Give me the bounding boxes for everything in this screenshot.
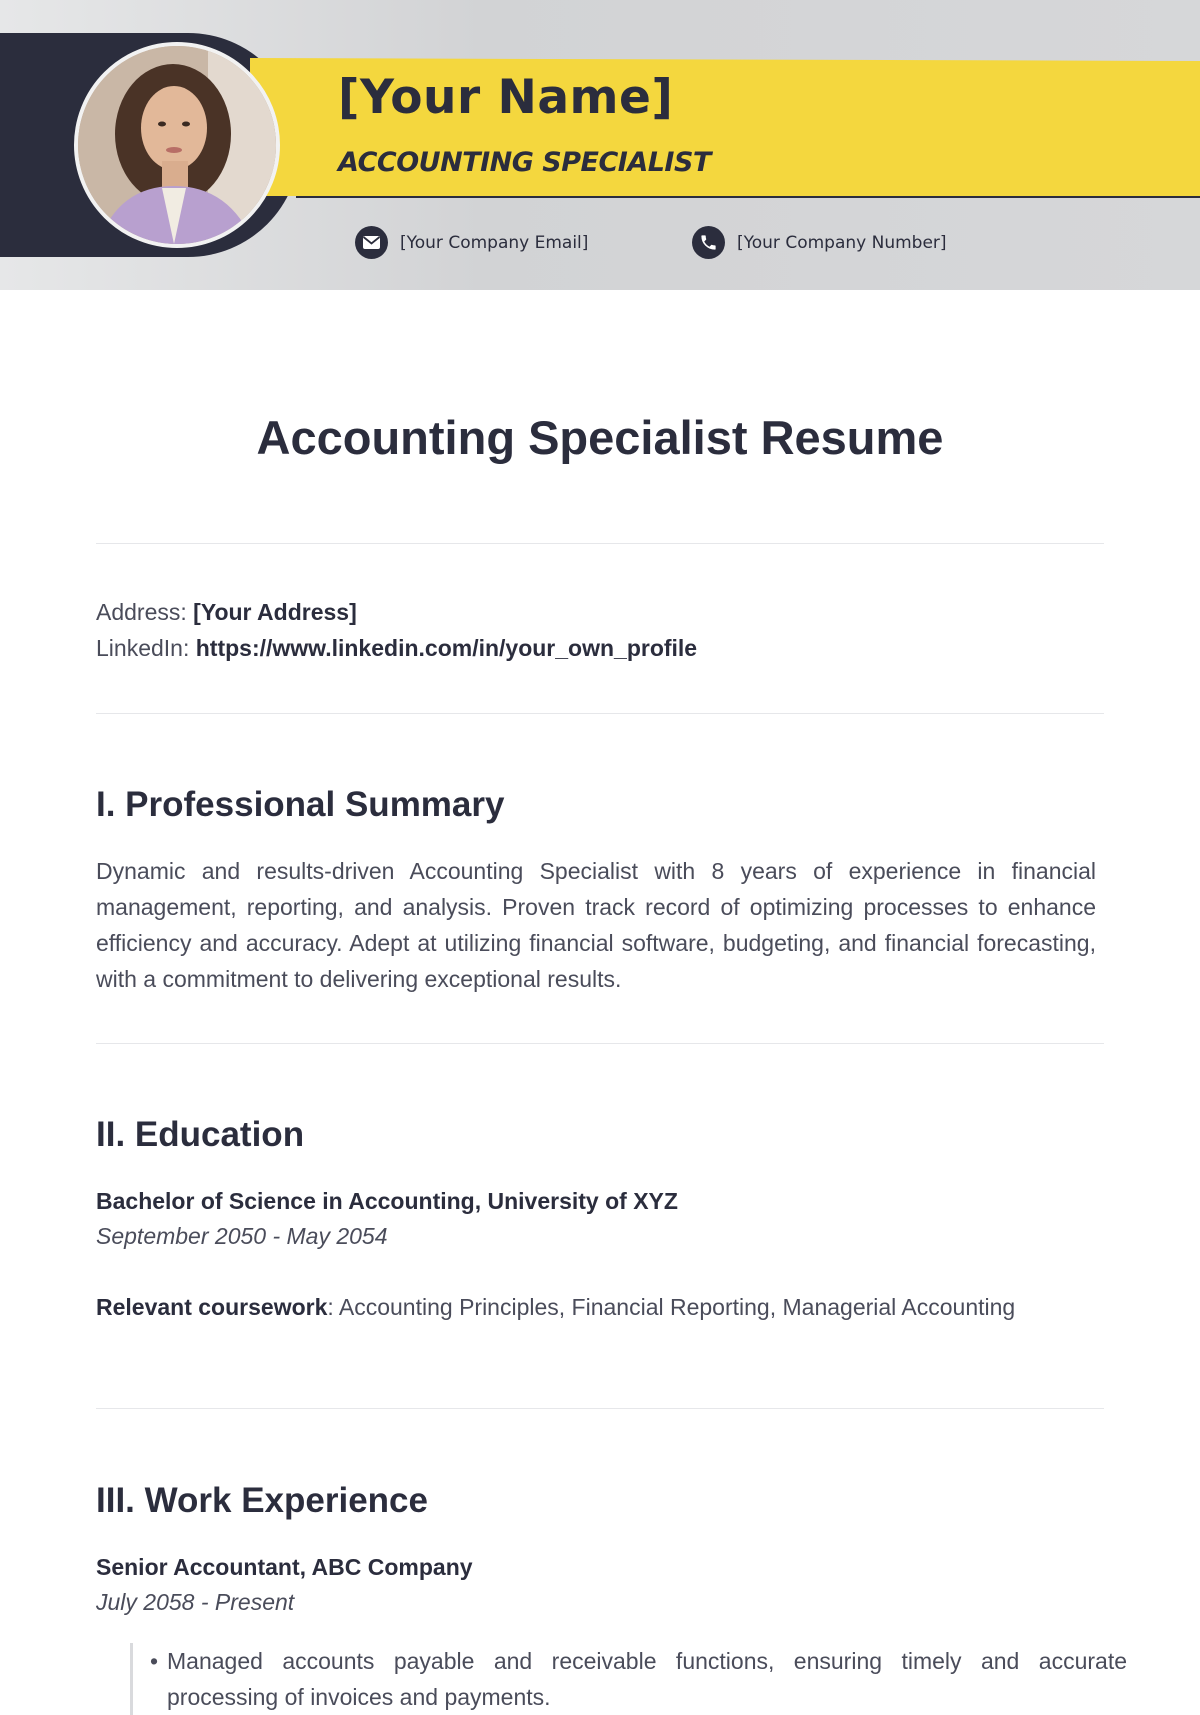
coursework-label: Relevant coursework [96, 1294, 328, 1320]
email-text: [Your Company Email] [400, 232, 589, 253]
education-heading: II. Education [96, 1115, 305, 1154]
address-label: Address: [96, 599, 187, 625]
divider [96, 1043, 1104, 1044]
header-underline [296, 196, 1200, 198]
contact-phone [692, 226, 947, 259]
candidate-job-title: ACCOUNTING SPECIALIST [338, 147, 711, 178]
divider [96, 543, 1104, 544]
contact-email [355, 226, 588, 259]
linkedin-line [96, 635, 697, 662]
divider [96, 1408, 1104, 1409]
linkedin-label: LinkedIn: [96, 635, 190, 661]
resume-header [0, 0, 1200, 290]
summary-text: Dynamic and results-driven Accounting Specialist with 8 years of experience in financial management, reporting, and analysis. Proven track record of optimizing processes to enhance efficiency and accuracy. Adept at utilizing financial software, budgeting, and financial forecasting, with a commitment to delivering exceptional results. [96, 858, 1096, 992]
portrait-image [78, 46, 276, 244]
summary-heading: I. Professional Summary [96, 785, 505, 824]
avatar [74, 42, 280, 248]
phone-text: [Your Company Number] [737, 232, 947, 253]
job-bullet-list [130, 1643, 1127, 1715]
job-title: Senior Accountant, ABC Company [96, 1554, 473, 1580]
divider [96, 713, 1104, 714]
coursework-list: : Accounting Principles, Financial Reporting, Managerial Accounting [327, 1294, 1016, 1320]
address-value: [Your Address] [193, 599, 357, 625]
linkedin-link[interactable]: https://www.linkedin.com/in/your_own_profile [195, 635, 698, 661]
degree-dates: September 2050 - May 2054 [96, 1223, 388, 1249]
document-title: Accounting Specialist Resume [256, 411, 944, 464]
phone-icon [692, 226, 725, 259]
candidate-name: [Your Name] [338, 70, 674, 125]
job-bullet: • Managed accounts payable and receivable functions, ensuring timely and accurate processing of invoices and payments. [167, 1643, 1127, 1715]
envelope-icon [355, 226, 388, 259]
job-dates: July 2058 - Present [96, 1589, 295, 1615]
experience-heading: III. Work Experience [96, 1481, 428, 1520]
degree-title: Bachelor of Science in Accounting, University of XYZ [96, 1188, 678, 1214]
coursework-text [96, 1289, 1096, 1325]
address-line [96, 599, 357, 626]
